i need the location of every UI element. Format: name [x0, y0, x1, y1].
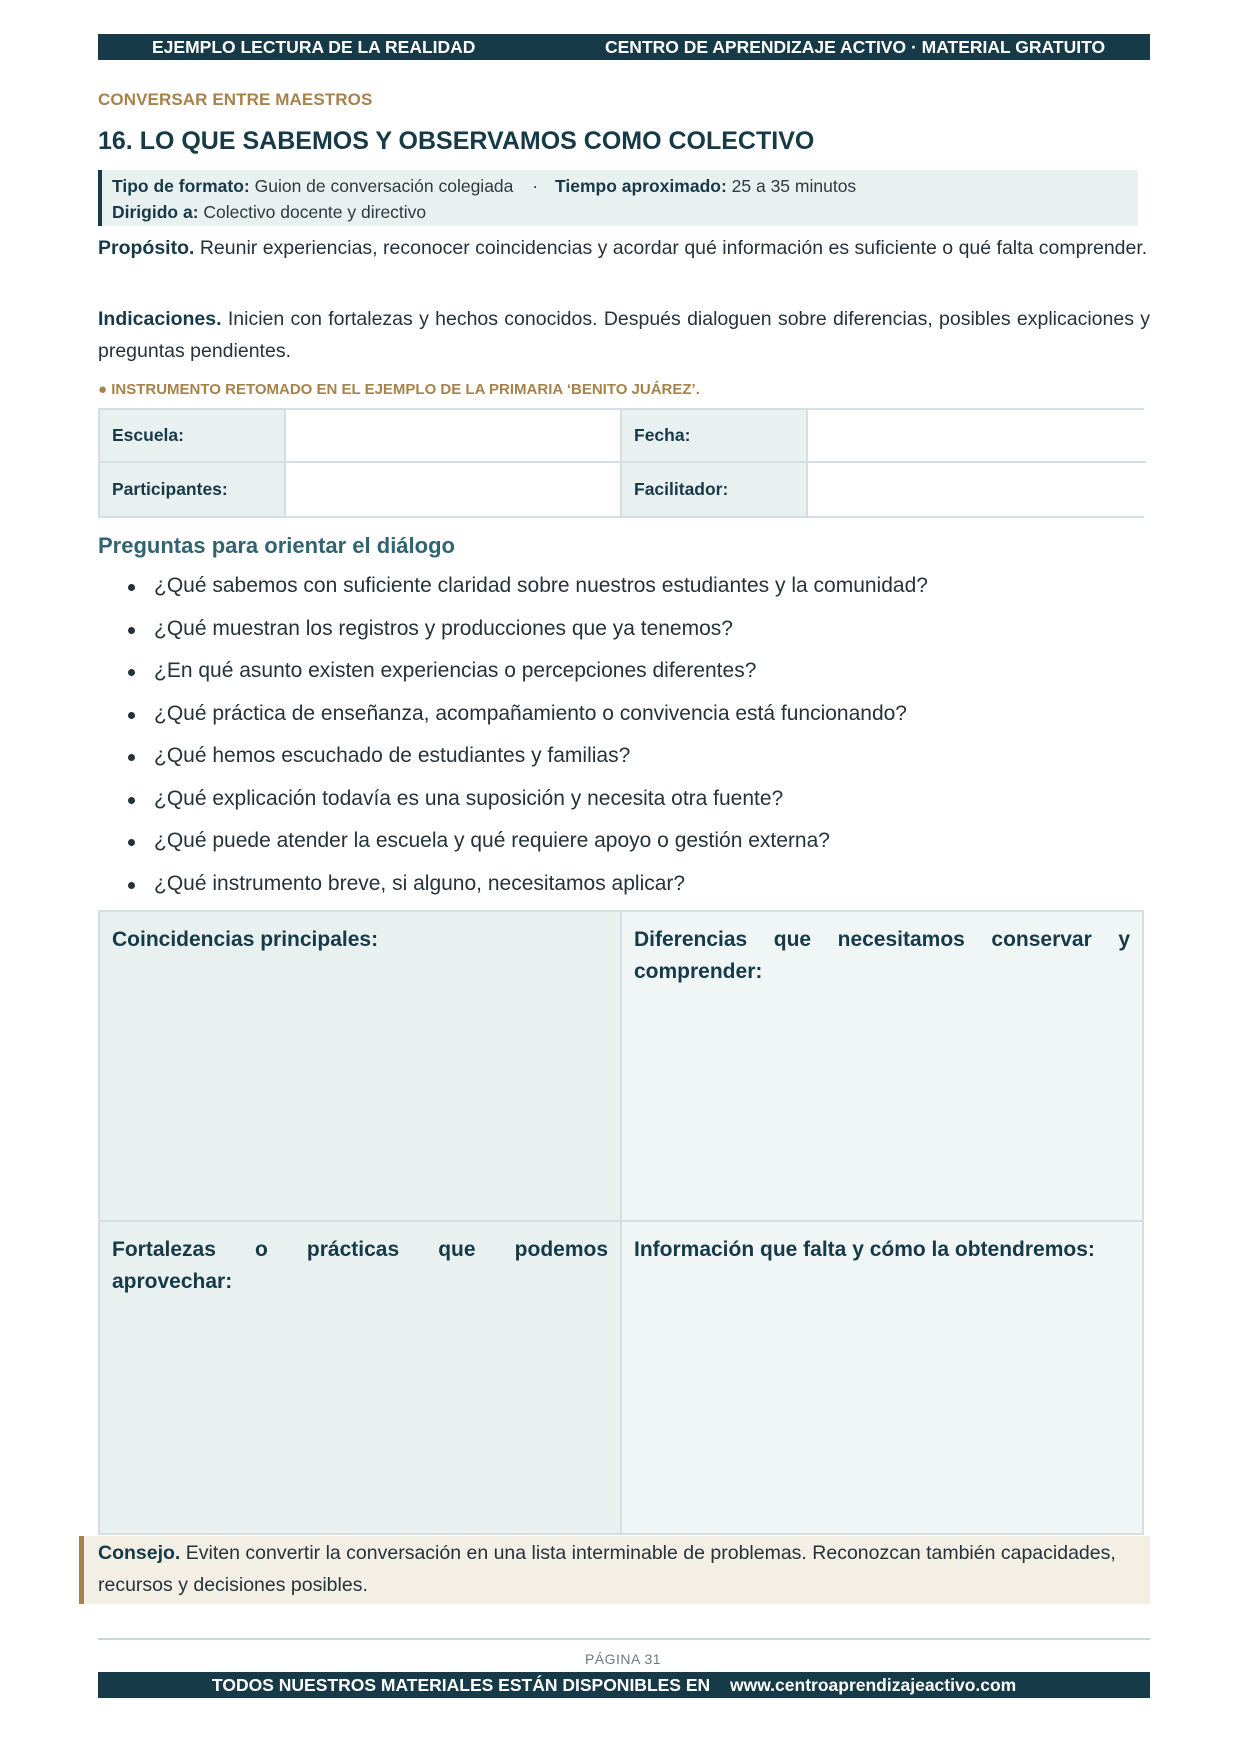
- facilitator-label: Facilitador:: [622, 463, 808, 516]
- meta-line-1: [112, 173, 1138, 199]
- footer-divider: [98, 1638, 1150, 1640]
- format-label: Tipo de formato:: [112, 176, 250, 196]
- question-item: ¿Qué sabemos con suficiente claridad sobre nuestros estudiantes y la comunidad?: [128, 571, 928, 614]
- reflection-grid: [98, 910, 1144, 1535]
- participants-label: Participantes:: [100, 463, 286, 516]
- audience-value: Colectivo docente y directivo: [203, 202, 427, 222]
- format-value: Guion de conversación colegiada: [254, 176, 514, 196]
- page-title: 16. LO QUE SABEMOS Y OBSERVAMOS COMO COLECTIVO: [98, 127, 815, 155]
- section-label: CONVERSAR ENTRE MAESTROS: [98, 90, 373, 109]
- meta-box: [98, 170, 1138, 226]
- missing-info-label: Información que falta y cómo la obtendremos:: [634, 1238, 1095, 1261]
- questions-heading: Preguntas para orientar el diálogo: [98, 533, 455, 558]
- coincidences-label: Coincidencias principales:: [112, 928, 379, 951]
- differences-cell[interactable]: [622, 912, 1142, 1222]
- header-bar: [98, 34, 1150, 60]
- question-item: ¿Qué muestran los registros y producciones que ya tenemos?: [128, 614, 928, 657]
- info-form-table: [98, 408, 1144, 518]
- tip-box: [79, 1536, 1150, 1604]
- purpose-label: Propósito.: [98, 237, 195, 259]
- instructions-text: Inicien con fortalezas y hechos conocidos. Después dialoguen sobre diferencias, posibles explicaciones y preguntas pendientes.: [98, 308, 1150, 362]
- page-number: [0, 1651, 1242, 1667]
- question-item: ¿Qué explicación todavía es una suposición y necesita otra fuente?: [128, 784, 928, 827]
- differences-label-line2: comprender:: [634, 960, 763, 983]
- footer-bar: [98, 1672, 1150, 1698]
- instructions-paragraph: [98, 303, 1150, 367]
- audience-label: Dirigido a:: [112, 202, 199, 222]
- header-left-text: EJEMPLO LECTURA DE LA REALIDAD: [152, 37, 476, 57]
- question-item: ¿Qué instrumento breve, si alguno, necesitamos aplicar?: [128, 869, 928, 912]
- tip-label: Consejo.: [98, 1542, 181, 1564]
- time-value: 25 a 35 minutos: [731, 176, 857, 196]
- strengths-label-line1: Fortalezas o prácticas que podemos: [112, 1238, 608, 1261]
- footer-website-link[interactable]: www.centroaprendizajeactivo.com: [730, 1675, 1017, 1695]
- differences-label-line1: Diferencias que necesitamos conservar y: [634, 928, 1130, 951]
- date-field[interactable]: [808, 410, 1146, 463]
- date-label: Fecha:: [622, 410, 808, 463]
- question-item: ¿Qué hemos escuchado de estudiantes y familias?: [128, 741, 928, 784]
- header-right-text: CENTRO DE APRENDIZAJE ACTIVO · MATERIAL GRATUITO: [605, 37, 1106, 57]
- meta-separator: ·: [532, 176, 539, 196]
- meta-line-2: [112, 199, 1138, 225]
- strengths-cell[interactable]: [100, 1222, 622, 1533]
- school-label: Escuela:: [100, 410, 286, 463]
- time-label: Tiempo aproximado:: [554, 176, 727, 196]
- purpose-text: Reunir experiencias, reconocer coincidencias y acordar qué información es suficiente o qué falta comprender.: [199, 237, 1148, 259]
- question-item: ¿Qué puede atender la escuela y qué requiere apoyo o gestión externa?: [128, 826, 928, 869]
- strengths-label-line2: aprovechar:: [112, 1270, 233, 1293]
- school-field[interactable]: [286, 410, 622, 463]
- facilitator-field[interactable]: [808, 463, 1146, 516]
- missing-info-cell[interactable]: [622, 1222, 1142, 1533]
- page-number-text: PÁGINA 31: [584, 1651, 662, 1667]
- instructions-label: Indicaciones.: [98, 308, 222, 330]
- tip-text: Eviten convertir la conversación en una lista interminable de problemas. Reconozcan también capacidades, recursos y decisiones posibles.: [98, 1542, 1116, 1596]
- participants-field[interactable]: [286, 463, 622, 516]
- instrument-note: ● INSTRUMENTO RETOMADO EN EL EJEMPLO DE LA PRIMARIA ‘BENITO JUÁREZ’.: [98, 381, 700, 398]
- question-item: ¿En qué asunto existen experiencias o percepciones diferentes?: [128, 656, 928, 699]
- purpose-paragraph: [98, 232, 1150, 264]
- coincidences-cell[interactable]: [100, 912, 622, 1222]
- footer-left-text: TODOS NUESTROS MATERIALES ESTÁN DISPONIBLES EN: [212, 1675, 711, 1695]
- questions-list: [128, 571, 928, 911]
- question-item: ¿Qué práctica de enseñanza, acompañamiento o convivencia está funcionando?: [128, 699, 928, 742]
